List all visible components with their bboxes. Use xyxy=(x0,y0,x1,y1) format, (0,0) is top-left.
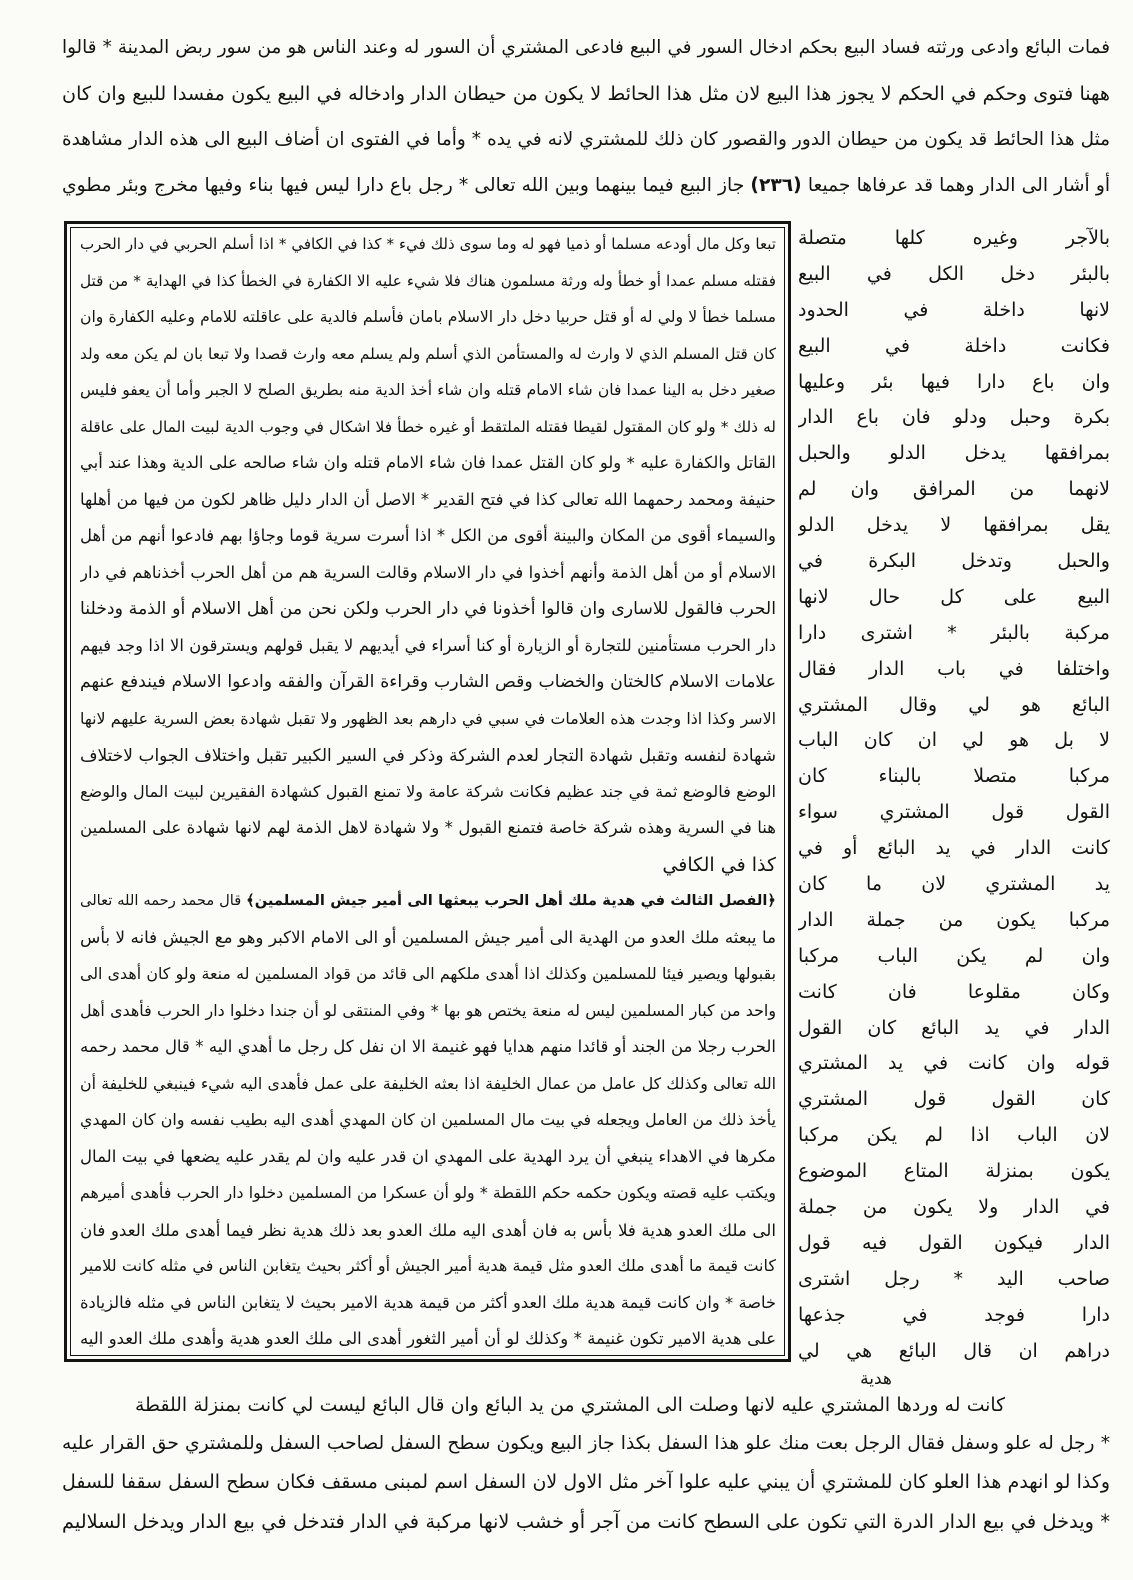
main-text-line: مكرها في الاهداء ينبغي أن يرد الهدية على المهدي ان قدر عليه وان لم يقدر عليه يضعها في بيت المال xyxy=(80,1146,776,1166)
main-text-line: ويكتب عليه قصته ويكون حكمه حكم اللقطة * ولو أن عسكرا من المسلمين دخلوا دار الحرب فأهدى أميرهم xyxy=(80,1183,776,1202)
header-line: مثل هذا الحائط قد يكون من حيطان الدور والقصور كان ذلك للمشتري لانه في يده * وأما في الفتوى ان أضاف البيع الى هذه الدار مشاهدة xyxy=(62,129,1110,150)
main-text-line: الحرب رجلا من الجند أو قائدا منهم هدايا فهو غنيمة الا ان نفل كل رجل ما أهدي اليه * قال محمد رحمه xyxy=(80,1037,776,1056)
margin-line: مركبا يكون من جملة الدار xyxy=(798,908,1110,931)
main-text-line: ما يبعثه ملك العدو من الهدية الى أمير جيش المسلمين أو الى الامام الاكبر وهو مع الجيش فانه لا بأس xyxy=(80,927,776,947)
margin-line: البيع على كل حال لانها xyxy=(798,585,1110,608)
margin-line: وان لم يكن الباب مركبا xyxy=(798,944,1110,967)
main-text-line: الوضع فالوضع ثمة في جند عظيم فكانت شركة عامة ولا تمنع القبول كشهادة الفقيرين لبيت المال والوضع xyxy=(80,781,776,801)
margin-line: مركبة بالبئر * اشترى دارا xyxy=(798,621,1110,644)
main-text-line: له ذلك * ولو كان المقتول لقيطا فقتله الملتقط أو غيره خطأ فلا اشكال في وجوب الدية لبيت المال على عاقلة xyxy=(80,417,776,436)
main-text-line: كان قتل المسلم الذي لا وارث له والمستأمن الذي أسلم ولم يسلم معه وارث قصدا ولا تبعا بان لم يكن معه ولد xyxy=(80,344,776,363)
main-text-line: يأخذ ذلك من العامل ويجعله في بيت مال المسلمين ان كان المهدي أهدى اليه بطيب نفسه وان كان المهدي xyxy=(80,1110,776,1129)
main-text-line: مسلما خطأ لا ولي له أو قتل حربيا دخل دار الاسلام بامان فأسلم فالدية على عاقلته للامام وعليه الكفارة وان xyxy=(80,308,776,326)
margin-line: يد المشتري لان ما كان xyxy=(798,873,1110,896)
main-text-line: دار الحرب مستأمنين للتجارة أو الزيارة أو كنا أسراء في أيديهم لا يقبل قولهم ويسترقون الا اذا وجد فيهم xyxy=(80,635,776,655)
main-text-line: واحد من كبار المسلمين ليس له منعة يختص هو بها * وفي المنتقى لو أن جندا دخلوا دار الحرب فأهدى أهل xyxy=(80,1000,776,1020)
margin-line: بالآجر وغيره كلها متصلة xyxy=(798,227,1110,249)
margin-line: بكرة وحبل ودلو فان باع الدار xyxy=(798,406,1110,429)
footer-text xyxy=(62,1424,1110,1541)
main-text-line: كذا في الكافي xyxy=(662,853,776,876)
section-heading-line xyxy=(80,883,776,920)
margin-line: مركبا متصلا بالبناء كان xyxy=(798,765,1110,788)
footer-line: * رجل له علو وسفل فقال الرجل بعت منك علو هذا السفل بكذا جاز البيع ويكون سطح السفل لصاحب السفل وللمشتري حق القرار عليه xyxy=(62,1433,1110,1454)
margin-line: لانهما من المرافق وان لم xyxy=(798,478,1110,501)
footer-text xyxy=(135,1388,1005,1424)
margin-line: صاحب اليد * رجل اشترى xyxy=(798,1267,1110,1290)
main-text-line: الله تعالى وكذلك كل عامل من عمال الخليفة اذا بعثه الخليفة على عمل فأهدى اليه شيء فينبغي للخليفة أن xyxy=(80,1073,776,1093)
header-text xyxy=(62,25,1110,209)
page-number: (٢٣٦) xyxy=(750,175,802,196)
main-text-line: كانت قيمة ما أهدى ملك العدو مثل قيمة هدية أمير الجيش أو أكثر بحيث يتغابن الناس في مثله كانت للامير xyxy=(80,1256,776,1275)
footer-line: كانت له وردها المشتري عليه لانها وصلت الى المشتري من يد البائع وان قال البائع ليست لي كانت بمنزلة اللقطة xyxy=(135,1395,1005,1416)
margin-line: والحبل وتدخل البكرة في xyxy=(798,550,1110,573)
section-heading-rest: قال محمد رحمه الله تعالى xyxy=(80,892,242,909)
margin-line: دارا فوجد في جذعها xyxy=(798,1303,1110,1326)
main-text-line: صغير دخل به الينا عمدا فان شاء الامام قتله وان شاء أخذ الدية منه بطريق الصلح لا الجبر وأما أن يعفو فليس xyxy=(80,381,776,399)
margin-line: كان القول قول المشتري xyxy=(798,1088,1110,1111)
header-line xyxy=(62,163,1110,209)
margin-line: قوله وان كانت في يد المشتري xyxy=(798,1052,1110,1075)
main-text-line: الحرب فالقول للاسارى وان قالوا أخذونا في دار الحرب ولكن نحن من أهل الاسلام أو الذمة ودخلنا xyxy=(80,599,776,619)
margin-line: واختلفا في باب الدار فقال xyxy=(798,657,1110,680)
margin-text xyxy=(798,221,1110,1370)
margin-line: لان الباب اذا لم يكن مركبا xyxy=(798,1124,1110,1147)
section-heading: ﴿الفصل الثالث في هدية ملك أهل الحرب يبعثها الى أمير جيش المسلمين﴾ xyxy=(246,892,776,909)
main-text xyxy=(80,226,776,1358)
main-text-line: القاتل والكفارة عليه * ولو كان القتل عمدا فان شاء الامام قتله وان شاء صالحه على الدية وهذا عند أبي xyxy=(80,453,776,472)
catchword: هدية xyxy=(860,1369,892,1389)
header-line-text: جاز البيع فيما بينهما وبين الله تعالى * رجل باع دارا ليس فيها بناء وفيها مخرج وبئر مطوي xyxy=(62,175,745,196)
margin-line: بالبئر دخل الكل في البيع xyxy=(798,262,1110,285)
header-line-text: أو أشار الى الدار وهما قد عرفاها جميعا xyxy=(807,175,1110,196)
margin-line: لانها داخلة في الحدود xyxy=(798,298,1110,321)
main-text-line: والسيماء أقوى من المكان والبينة أقوى من الكل * اذا أسرت سرية قوما وجاؤا بهم فادعوا أنهم من أهل xyxy=(80,526,776,545)
main-text-line: هنا في السرية وهذه شركة خاصة فتمنع القبول * ولا شهادة لاهل الذمة لهم لانها شهادة على المسلمين xyxy=(80,818,776,837)
margin-line: فكانت داخلة في البيع xyxy=(798,334,1110,357)
main-text-line: خاصة * وان كانت قيمة هدية ملك العدو أكثر من قيمة هدية الامير بحيث لا يتغابن الناس في مثله فالزيادة xyxy=(80,1292,776,1312)
main-text-line: الى ملك العدو هدية فلا بأس به فان أهدى اليه ملك العدو بعد ذلك هدية نظر فيما أهدى ملك العدو فان xyxy=(80,1219,776,1240)
margin-line: لا بل هو لي ان كان الباب xyxy=(798,729,1110,752)
header-line: ههنا فتوى وحكم في الحكم لا يجوز هذا البيع لان مثل هذا الحائط لا يكون من حيطان الدار وادخاله في البيع يكون مفسدا للبيع وان كان xyxy=(62,82,1110,105)
margin-line: كانت الدار في يد البائع أو في xyxy=(798,837,1110,860)
footer-line: * ويدخل في بيع الدار الدرة التي تكون على السطح كانت من آجر أو خشب لانها مركبة في الدار فتدخل في بيع الدار ويدخل السلاليم xyxy=(62,1510,1110,1533)
main-text-line: علامات الاسلام كالختان والخضاب وقص الشارب وقراءة القرآن والفقه وادعوا الاسلام فيندفع عنهم xyxy=(80,672,776,692)
margin-line: وكان مقلوعا فان كانت xyxy=(798,980,1110,1003)
main-text-line: فقتله مسلم عمدا أو خطأ وله ورثة مسلمون هناك فلا شيء عليه الا الكفارة في الخطأ كذا في الهداية * من قتل xyxy=(80,271,776,290)
margin-line: وان باع دارا فيها بئر وعليها xyxy=(798,370,1110,393)
header-line: فمات البائع وادعى ورثته فساد البيع بحكم ادخال السور في البيع فادعى المشتري أن السور له وعند الناس هو من سور ربض المدينة * قالوا xyxy=(62,37,1110,58)
margin-line: في الدار ولا يكون من جملة xyxy=(798,1196,1110,1219)
margin-line: الدار في يد البائع كان القول xyxy=(798,1016,1110,1039)
margin-line: يقل بمرافقها لا يدخل الدلو xyxy=(798,514,1110,537)
footer-line: وكذا لو انهدم هذا العلو كان للمشتري أن يبني عليه علوا آخر مثل الاول لان السفل اسم لمبنى مسقف فكان سطح السفل سقفا للسفل xyxy=(62,1471,1110,1493)
main-text-line: شهادة لنفسه وتقبل شهادة التجار لعدم الشركة وذكر في السير الكبير تقبل واختلاف الجواب لاختلاف xyxy=(80,745,776,765)
main-text-line: حنيفة ومحمد رحمهما الله تعالى كذا في فتح القدير * الاصل أن الدار دليل ظاهر لكون من فيها من أهلها xyxy=(80,489,776,509)
margin-line: البائع هو لي وقال المشتري xyxy=(798,693,1110,716)
main-text-line: على هدية الامير تكون غنيمة * وكذلك لو أن أمير الثغور أهدى الى ملك العدو هدية وأهدى ملك العدو اليه xyxy=(80,1329,776,1348)
main-text-line: الاسر وكذا اذا وجدت هذه العلامات في سبي في دارهم بعد الظهور ولا تقبل شهادة بعض السرية عليهم لانها xyxy=(80,708,776,728)
margin-line: يكون بمنزلة المتاع الموضوع xyxy=(798,1160,1110,1183)
margin-line: بمرافقها يدخل الدلو والحبل xyxy=(798,442,1110,465)
margin-line: القول قول المشتري سواء xyxy=(798,801,1110,824)
margin-line: دراهم ان قال البائع هي لي xyxy=(798,1339,1110,1362)
main-text-line: الاسلام أو من أهل الذمة وأنهم أخذوا في دار الاسلام وقالت السرية هم من أهل الحرب أخذناهم في دار xyxy=(80,562,776,582)
margin-line: الدار فيكون القول فيه قول xyxy=(798,1231,1110,1254)
main-text-line: بقبولها ويصير فيئا للمسلمين وكذلك اذا أهدى ملكهم الى قائد من قواد المسلمين له منعة ولو كان أهدى الى xyxy=(80,964,776,983)
main-text-line: تبعا وكل مال أودعه مسلما أو ذميا فهو له وما سوى ذلك فيء * كذا في الكافي * اذا أسلم الحربي في دار الحرب xyxy=(80,235,776,253)
